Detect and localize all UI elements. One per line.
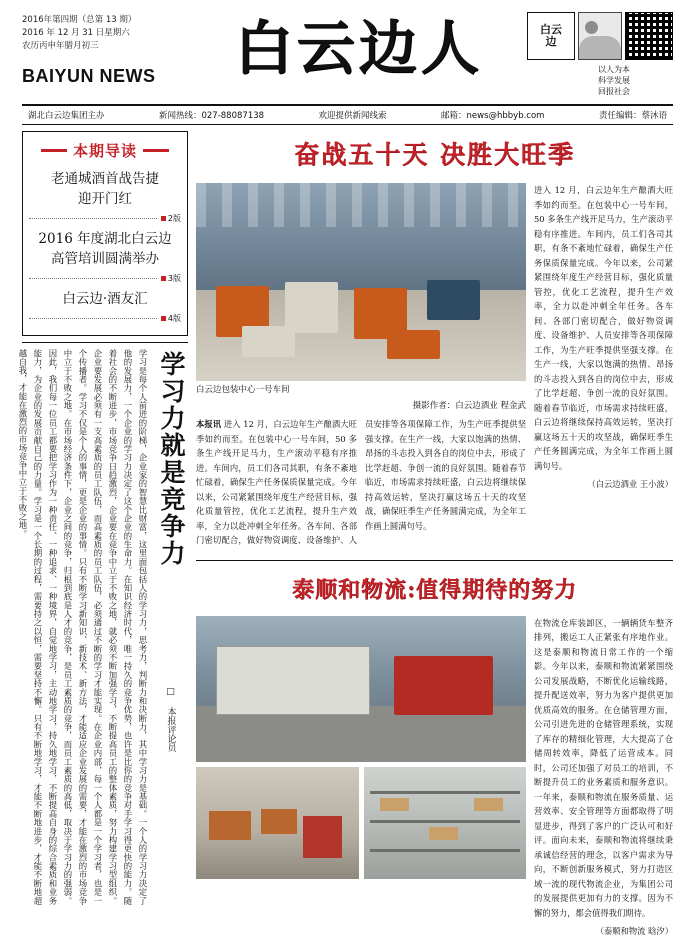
photo-pallet [429,827,458,840]
guide-item-page: 2版 [167,214,181,223]
editorial-byline: □ 本报评论员 [165,687,176,752]
photo-truck-cab [394,656,493,714]
guide-item[interactable] [29,229,181,269]
square-bullet-icon [161,276,166,281]
brand-logo-text-bottom: 边 [545,35,557,48]
dotted-rule [29,218,157,219]
newspaper-title: 白云边人 [234,14,483,82]
photo-trailer [216,646,370,715]
dotted-rule [29,318,157,319]
issue-lunar-date: 农历丙申年腊月初三 [22,41,99,51]
editorial-body: 学习是每个人前进的阶梯，企业家的智慧比财富，这里面包括人的学习力，思考力，判断力和决断力，其中学习力是基础。一个人的学习力决定了他的发展力，一个企业的学习力决定了这个企业的生命力。在知识经济时代，唯一持久的竞争优势，也许是比你的竞争对手学习得更快的能力。随着社会的不断进步，市场竞争日趋激烈，企业要在竞争中立于不败之地，就必须不断加强学习，不断提高员工的整体素质，努力构建学习型组织。企业要发展必须有一支高素质的员工队伍，而高素质的员工队伍，必须通过不断的学习才能实现。在企业内部，每一个人都是一个学习者，也是一个传播者。学习不仅是个人的事情，更是企业的事情。只有不断学习新知识、新技术、新方法，才能适应企业发展的需要，才能在激烈的市场竞争中立于不败之地。在市场经济条件下，企业之间的竞争，归根到底是人才的竞争，是员工素质的竞争，而员工素质的高低，取决于学习力的强弱。因此，我们每一位员工都要把学习作为一种责任、一种追求、一种境界，自觉地学习，主动地学习，持久地学习，不断提高自身的综合素质和业务能力，为企业的发展贡献自己的力量。学习是一个长期的过程，需要持之以恒，需要坚持不懈。只有不断地学习，才能不断地进步，才能不断地超越自我，才能在激烈的市场竞争中立于不败之地。 [18,349,148,905]
article-divider [196,560,673,561]
article2-headline[interactable]: 泰顺和物流:值得期待的努力 [291,576,578,603]
article1-body-text: 进入 12 月，白云边年生产酿酒大旺季如约而至。在包装中心一号车间，50 多条生产线开足马力，生产滚动平稳有序推进。车间内，员工们各司其职，有条不紊地忙碌着，确保生产任务保质保量完成。今年以来，公司紧紧围绕年度生产经营目标，强化质量管控，优化工艺流程，提升生产效率，全力以赴冲刺全年任务。各车间、各部门密切配合，做好物资调度、设备维护、人员安排等各项保障工作，为生产旺季提供坚强支撑。在生产一线，大家以饱满的热情、昂扬的斗志投入到各自的岗位中去，形成了比学赶超、争创一流的良好氛围。随着春节临近，市场需求持续旺盛，白云边将继续保持高效运转，坚决打赢这场五十天的攻坚战，确保旺季生产任务圆满完成，为全年工作画上圆满句号。 [196,419,526,545]
article2-signature: （泰顺和物流 晗汐） [595,926,673,936]
article2-photo-racking [364,767,527,879]
article1-photo-caption: 白云边包装中心一号车间 [196,385,290,395]
slogan-line-3: 回报社会 [598,87,630,96]
photo-machine [242,326,295,358]
article2-photo-trucks [196,616,526,762]
title-rule-right [143,149,169,152]
photo-ceiling [196,183,526,227]
hotline-label: 新闻热线：027-88087138 [158,111,265,121]
article2-photo-row [196,767,526,879]
guide-separator [29,213,181,224]
issue-date: 2016 年 12 月 31 日星期六 [22,28,130,38]
photo-forklift [303,816,342,859]
brand-logo-text-top: 白云 [540,23,562,36]
guide-item-line2: 迎开门红 [78,191,132,207]
issue-guide-box [22,131,188,336]
photo-machine [387,330,440,360]
photo-shelf [370,791,520,794]
article1-photo-credit: 摄影作者：白云边酒业 程金武 [412,401,526,411]
article1-body-lower [196,417,526,548]
email-label: 邮箱：news@hbbyb.com [441,111,545,121]
square-bullet-icon [161,316,166,321]
article1-signature: （白云边酒业 王小波） [587,479,673,489]
article2-photo-forklift [196,767,359,879]
editorial-title: 学习力就是竞争力 [157,351,186,567]
photo-pallet [380,798,409,811]
guide-item[interactable] [29,289,181,309]
guide-item-line2: 高管培训圆满举办 [51,251,159,267]
square-bullet-icon [161,216,166,221]
photo-pallet [474,798,503,811]
brand-english-name: BAIYUN NEWS [22,66,156,86]
guide-separator [29,313,181,324]
guide-item-line1: 2016 年度湖北白云边 [38,231,172,247]
article2-body [534,616,673,939]
article1-body-text-continued: 进入 12 月，白云边年生产酿酒大旺季如约而至。在包装中心一号车间，50 多条生产线开足马力，生产滚动平稳有序推进。车间内，员工们各司其职，有条不紊地忙碌着，确保生产任务保质保量完成。今年以来，公司紧紧围绕年度生产经营目标，强化质量管控，优化工艺流程，提升生产效率，全力以赴冲刺全年任务。各车间、各部门密切配合，做好物资调度、设备维护、人员安排等各项保障工作，为生产旺季提供坚强支撑。在生产一线，大家以饱满的热情、昂扬的斗志投入到各自的岗位中去，形成了比学赶超、争创一流的良好氛围。随着春节临近，市场需求持续旺盛，白云边将继续保持高效运转，坚决打赢这场五十天的攻坚战，确保旺季生产任务圆满完成，为全年工作画上圆满句号。 [534,185,673,471]
article1-sidebar-body [534,183,673,548]
article2-media [196,616,526,939]
editor-label: 责任编辑：蔡沐语 [598,111,667,121]
qr-code-icon[interactable] [625,12,673,60]
editorial-article [18,349,188,905]
masthead-right [540,10,673,97]
brand-logo [527,12,575,60]
article1-photo [196,183,526,381]
photo-shelf [370,820,520,823]
left-column-rule [22,342,188,343]
guide-separator [29,273,181,284]
guide-item-page: 4版 [167,314,181,323]
photo-carton [261,809,297,834]
photo-carton [209,811,251,840]
article1-media [196,183,526,548]
title-rule-left [41,149,67,152]
guide-item-line1: 老通城酒首战告捷 [51,171,159,187]
slogan-block [555,64,673,97]
photo-machine [427,280,480,320]
right-column [196,131,673,936]
info-bar [22,106,673,124]
issue-guide-title-text: 本期导读 [72,142,137,160]
guide-item[interactable] [29,169,181,209]
dotted-rule [29,278,157,279]
masthead [22,10,673,102]
page-content [18,131,673,936]
article1-lead-label: 本报讯 [196,419,222,429]
article2 [196,616,673,939]
news-tip-label: 欢迎提供新闻线索 [318,111,387,121]
issue-number: 2016年第四期（总第 13 期） [22,15,137,25]
masthead-center [172,10,545,84]
article2-body-text: 在物流仓库装卸区，一辆辆货车整齐排列，搬运工人正紧张有序地作业。这是泰顺和物流日常工作的一个缩影。今年以来，泰顺和物流紧紧围绕公司发展战略，不断优化运输线路，提升配送效率，努力为客户提供更加优质高效的服务。在仓储管理方面，公司引进先进的仓储管理系统，实现了库存的精细化管理，大大提高了仓储周转效率，降低了运营成本。同时，公司还加强了对员工的培训，不断提升员工的业务素质和服务意识。一年来，泰顺和物流在服务质量、运营效率、安全管理等方面都取得了明显进步，得到了客户的广泛认可和好评。面向未来，泰顺和物流将继续秉承诚信经营的理念，以客户需求为导向，不断创新服务模式，努力打造区域一流的现代物流企业，为集团公司的发展提供更加有力的支撑。因为不懈的努力，都会值得我们期待。 [534,617,673,918]
issue-guide-title [29,140,181,161]
guide-item-line1: 白云边·酒友汇 [62,291,148,307]
slogan-line-1: 以人为本 [598,65,630,74]
masthead-left [22,10,172,87]
article1-headline[interactable]: 奋战五十天 决胜大旺季 [294,140,575,169]
masthead-rule [22,104,673,125]
article1 [196,183,673,548]
photo-shelf [370,849,520,852]
left-column [18,131,188,905]
publisher-label: 湖北白云边集团主办 [28,111,105,121]
mascot-illustration [578,12,622,60]
guide-item-page: 3版 [167,274,181,283]
slogan-line-2: 科学发展 [598,76,630,85]
